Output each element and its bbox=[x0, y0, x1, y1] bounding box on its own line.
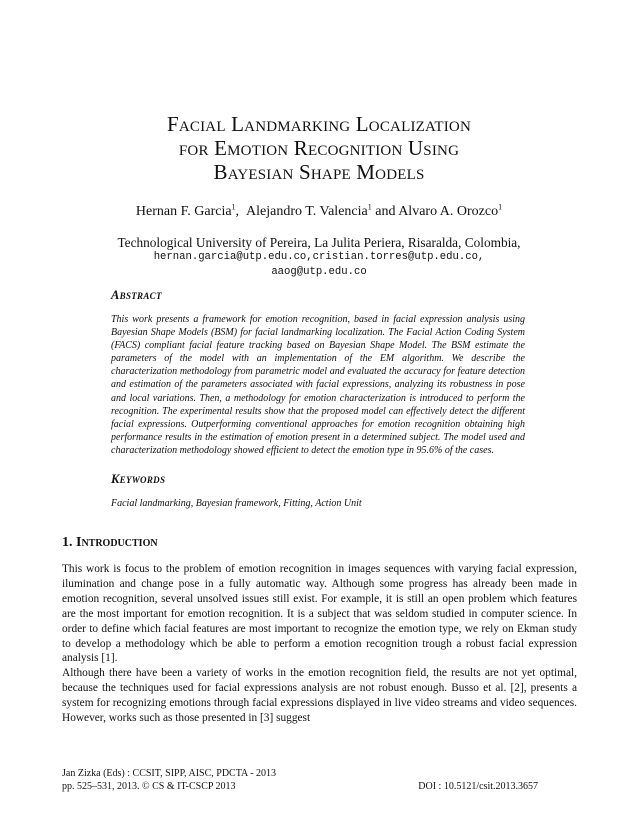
author-1-affil-mark: 1 bbox=[231, 202, 236, 212]
keywords-heading: Keywords bbox=[111, 472, 166, 486]
footer-line-2: pp. 525–531, 2013. © CS & IT-CSCP 2013 bbox=[62, 781, 236, 792]
author-2: Alejandro T. Valencia bbox=[246, 204, 368, 219]
footer-line-1: Jan Zizka (Eds) : CCSIT, SIPP, AISC, PDCTA - 2013 bbox=[62, 768, 277, 779]
affiliation: Technological University of Pereira, La Julita Periera, Risaralda, Colombia, bbox=[117, 235, 521, 250]
introduction-heading: 1. Introduction bbox=[62, 535, 158, 550]
author-list: Hernan F. Garcia$^1$, Alejandro T. Valencia$^1$ and Alvaro A. Orozco$^1$ bbox=[135, 202, 503, 219]
page-footer-doi: DOI : 10.5121/csit.2013.3657 bbox=[418, 781, 538, 792]
author-2-affil-mark: 1 bbox=[367, 202, 372, 212]
emails-line-2: aaog@utp.edu.co bbox=[271, 266, 367, 278]
author-1: Hernan F. Garcia bbox=[135, 204, 232, 219]
keywords-body: Facial landmarking, Bayesian framework, Fitting, Action Unit bbox=[111, 498, 362, 509]
intro-paragraph-2: Although there have been a variety of works in the emotion recognition field, the results are not yet optimal, because the techniques used for facial expressions analysis are not robust enough. Busso et al. [2], presents a system for recognizing emotions through facial expressions displayed in live video streams and video sequences. However, works such as those presented in [3] suggest bbox=[62, 667, 577, 724]
title-line-3: Bayesian Shape Models bbox=[213, 160, 425, 184]
page-footer-citation bbox=[62, 767, 276, 793]
author-3-affil-mark: 1 bbox=[498, 202, 503, 212]
intro-paragraph-1: This work is focus to the problem of emotion recognition in images sequences with varying facial expression, ilumination and change pose in a fully automatic way. Although some progress has already been made in emotion recognition, several unsolved issues still exist. For example, it is still an open problem which features are the most important for emotion recognition. It is a subject that was seldom studied in computer science. In order to define which facial features are most important to recognize the emotion type, we rely on Ekman study to develop a methodology which be able to perform a emotion recognition trough a robust facial expression analysis [1]. bbox=[62, 563, 577, 665]
title-line-2: for Emotion Recognition Using bbox=[178, 136, 460, 160]
author-conjunction: and bbox=[375, 204, 396, 219]
author-3: Alvaro A. Orozco bbox=[398, 204, 499, 219]
paper-title bbox=[60, 112, 578, 184]
title-line-1: Facial Landmarking Localization bbox=[166, 112, 471, 136]
abstract-heading: Abstract bbox=[111, 288, 162, 302]
abstract-body: This work presents a framework for emotion recognition, based in facial expression analysis using Bayesian Shape Models (BSM) for facial landmarking localization. The Facial Action Coding System (FACS) compliant facial feature tracking based on Bayesian Shape Model. The BSM estimate the parameters of the model with an implementation of the EM algorithm. We describe the characterization methodology from parametric model and evaluated the accuracy for feature detection and estimation of the parameters associated with facial expressions, analyzing its robustness in pose and local variations. Then, a methodology for emotion characterization is introduced to perform the recognition. The experimental results show that the proposed model can effectively detect the different facial expressions. Outperforming conventional approaches for emotion recognition obtaining high performance results in the estimation of emotion present in a determined subject. The model used and characterization methodology showed efficient to detect the emotion type in 95.6% of the cases. bbox=[111, 314, 525, 456]
emails-line-1: hernan.garcia@utp.edu.co,cristian.torres@utp.edu.co, bbox=[153, 251, 485, 263]
author-emails bbox=[60, 250, 578, 280]
